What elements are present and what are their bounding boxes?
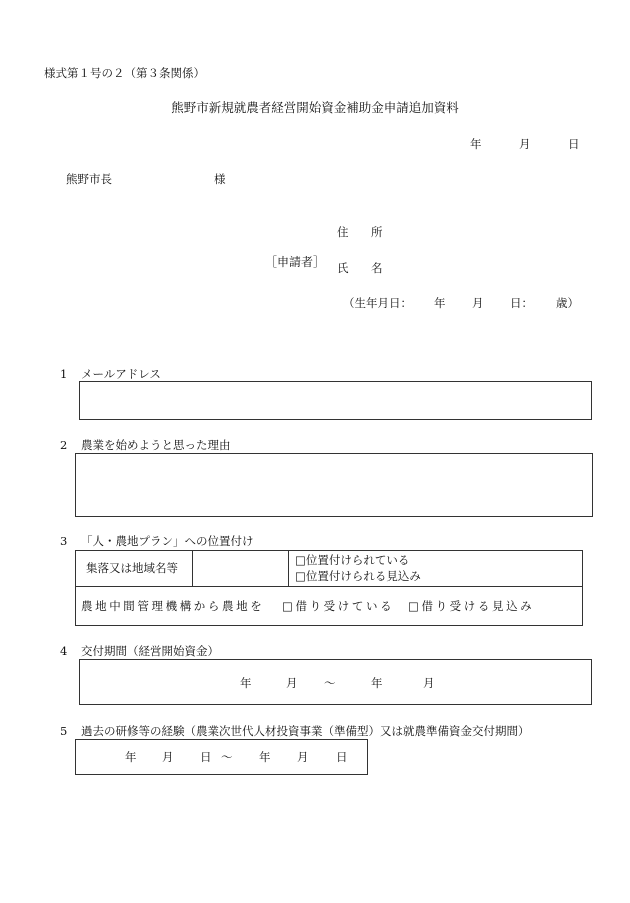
training-year-2: 年 [259, 750, 271, 764]
address-label-1: 住 [337, 225, 349, 239]
training-day-1: 日 [200, 750, 212, 764]
period-field[interactable] [79, 659, 592, 705]
renting-checkbox[interactable]: □借り受けている [282, 599, 395, 613]
section-3-label: 「人・農地プラン」への位置付け [81, 534, 254, 548]
section-4-label: 交付期間（経営開始資金） [81, 644, 219, 658]
period-year-2: 年 [371, 676, 383, 690]
section-1-label: メールアドレス [81, 367, 161, 381]
applicant-label: ［申請者］ [265, 255, 326, 269]
training-month-1: 月 [162, 750, 174, 764]
plan-col-divider-1 [192, 551, 193, 586]
period-month-1: 月 [286, 676, 298, 690]
addressee-name: 熊野市長 [66, 172, 112, 186]
plan-col-divider-2 [288, 551, 289, 586]
training-year-1: 年 [125, 750, 137, 764]
positioned-checkbox[interactable]: □位置付けられている [295, 553, 410, 567]
plan-table [75, 550, 583, 626]
section-1-number: 1 [60, 367, 68, 381]
training-field[interactable] [75, 739, 368, 775]
section-2-number: 2 [60, 438, 68, 452]
birth-year-label: 年 [434, 296, 446, 310]
birth-age-label: 歳） [556, 296, 579, 310]
village-label: 集落又は地域名等 [86, 561, 178, 575]
name-label-1: 氏 [337, 261, 349, 275]
addressee-honorific: 様 [214, 172, 226, 186]
section-4-number: 4 [60, 644, 68, 658]
training-tilde: ～ [221, 750, 233, 764]
birth-day-label: 日： [510, 296, 533, 310]
training-month-2: 月 [297, 750, 309, 764]
date-year-label: 年 [470, 137, 482, 151]
period-tilde: ～ [324, 676, 336, 690]
birth-month-label: 月 [472, 296, 484, 310]
section-2-label: 農業を始めようと思った理由 [81, 438, 231, 452]
period-year-1: 年 [240, 676, 252, 690]
plan-row-divider [76, 586, 582, 587]
rent-expected-checkbox[interactable]: □借り受ける見込み [408, 599, 535, 613]
section-5-label: 過去の研修等の経験（農業次世代人材投資事業（準備型）又は就農準備資金交付期間） [81, 724, 530, 738]
period-month-2: 月 [423, 676, 435, 690]
form-number: 様式第１号の２（第３条関係） [44, 66, 205, 80]
name-label-2: 名 [371, 261, 383, 275]
section-3-number: 3 [60, 534, 68, 548]
land-bank-text: 農地中間管理機構から農地を [81, 599, 265, 613]
page-title: 熊野市新規就農者経営開始資金補助金申請追加資料 [171, 100, 459, 115]
date-month-label: 月 [519, 137, 531, 151]
section-5-number: 5 [60, 724, 68, 738]
email-field[interactable] [79, 381, 592, 420]
birth-prefix: （生年月日： [343, 296, 412, 310]
positioned-expected-checkbox[interactable]: □位置付けられる見込み [295, 569, 421, 583]
reason-field[interactable] [75, 453, 593, 517]
address-label-2: 所 [371, 225, 383, 239]
training-day-2: 日 [336, 750, 348, 764]
date-day-label: 日 [568, 137, 580, 151]
